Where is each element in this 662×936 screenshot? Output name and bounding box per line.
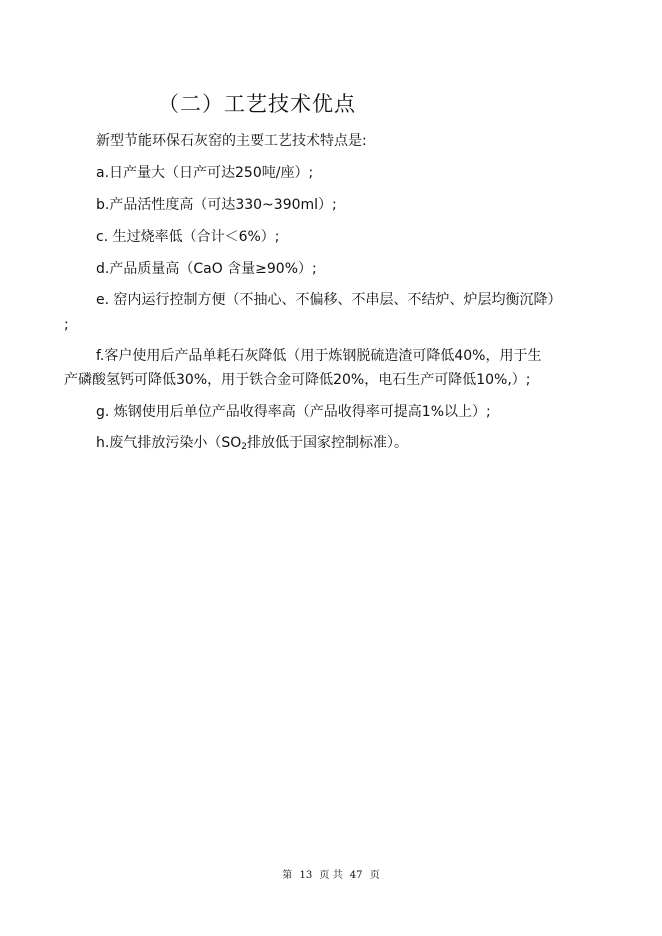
section-heading: （二）工艺技术优点 <box>158 92 356 116</box>
footer-mid: 页 共 <box>319 870 343 881</box>
list-item-h-text-after: 排放低于国家控制标准）。 <box>246 435 408 451</box>
page-footer <box>0 866 662 881</box>
footer-total-pages: 47 <box>349 870 363 881</box>
list-item-b: b.产品活性度高（可达330~390ml）; <box>96 197 337 213</box>
list-item-f-continuation: 产磷酸氢钙可降低30%，用于铁合金可降低20%，电石生产可降低10%,）; <box>64 372 531 388</box>
list-item-c: c. 生过烧率低（合计＜6%）; <box>96 229 280 245</box>
intro-paragraph: 新型节能环保石灰窑的主要工艺技术特点是: <box>96 133 367 149</box>
list-item-g: g. 炼钢使用后单位产品收得率高（产品收得率可提高1%以上）; <box>96 404 491 420</box>
so2-subscript: 2 <box>241 442 247 452</box>
footer-page-number: 13 <box>299 870 313 881</box>
list-item-e: e. 窑内运行控制方便（不抽心、不偏移、不串层、不结炉、炉层均衡沉降） <box>96 292 562 308</box>
footer-prefix: 第 <box>282 870 293 881</box>
list-item-h <box>96 433 408 457</box>
list-item-a: a.日产量大（日产可达250吨/座）; <box>96 165 314 181</box>
footer-suffix: 页 <box>369 870 380 881</box>
list-item-d: d.产品质量高（CaO 含量≥90%）; <box>96 261 317 277</box>
list-item-f: f.客户使用后产品单耗石灰降低（用于炼钢脱硫造渣可降低40%，用于生 <box>96 348 542 364</box>
list-item-h-text-before: h.废气排放污染小（SO <box>96 435 242 451</box>
list-item-e-continuation: ; <box>64 317 69 333</box>
